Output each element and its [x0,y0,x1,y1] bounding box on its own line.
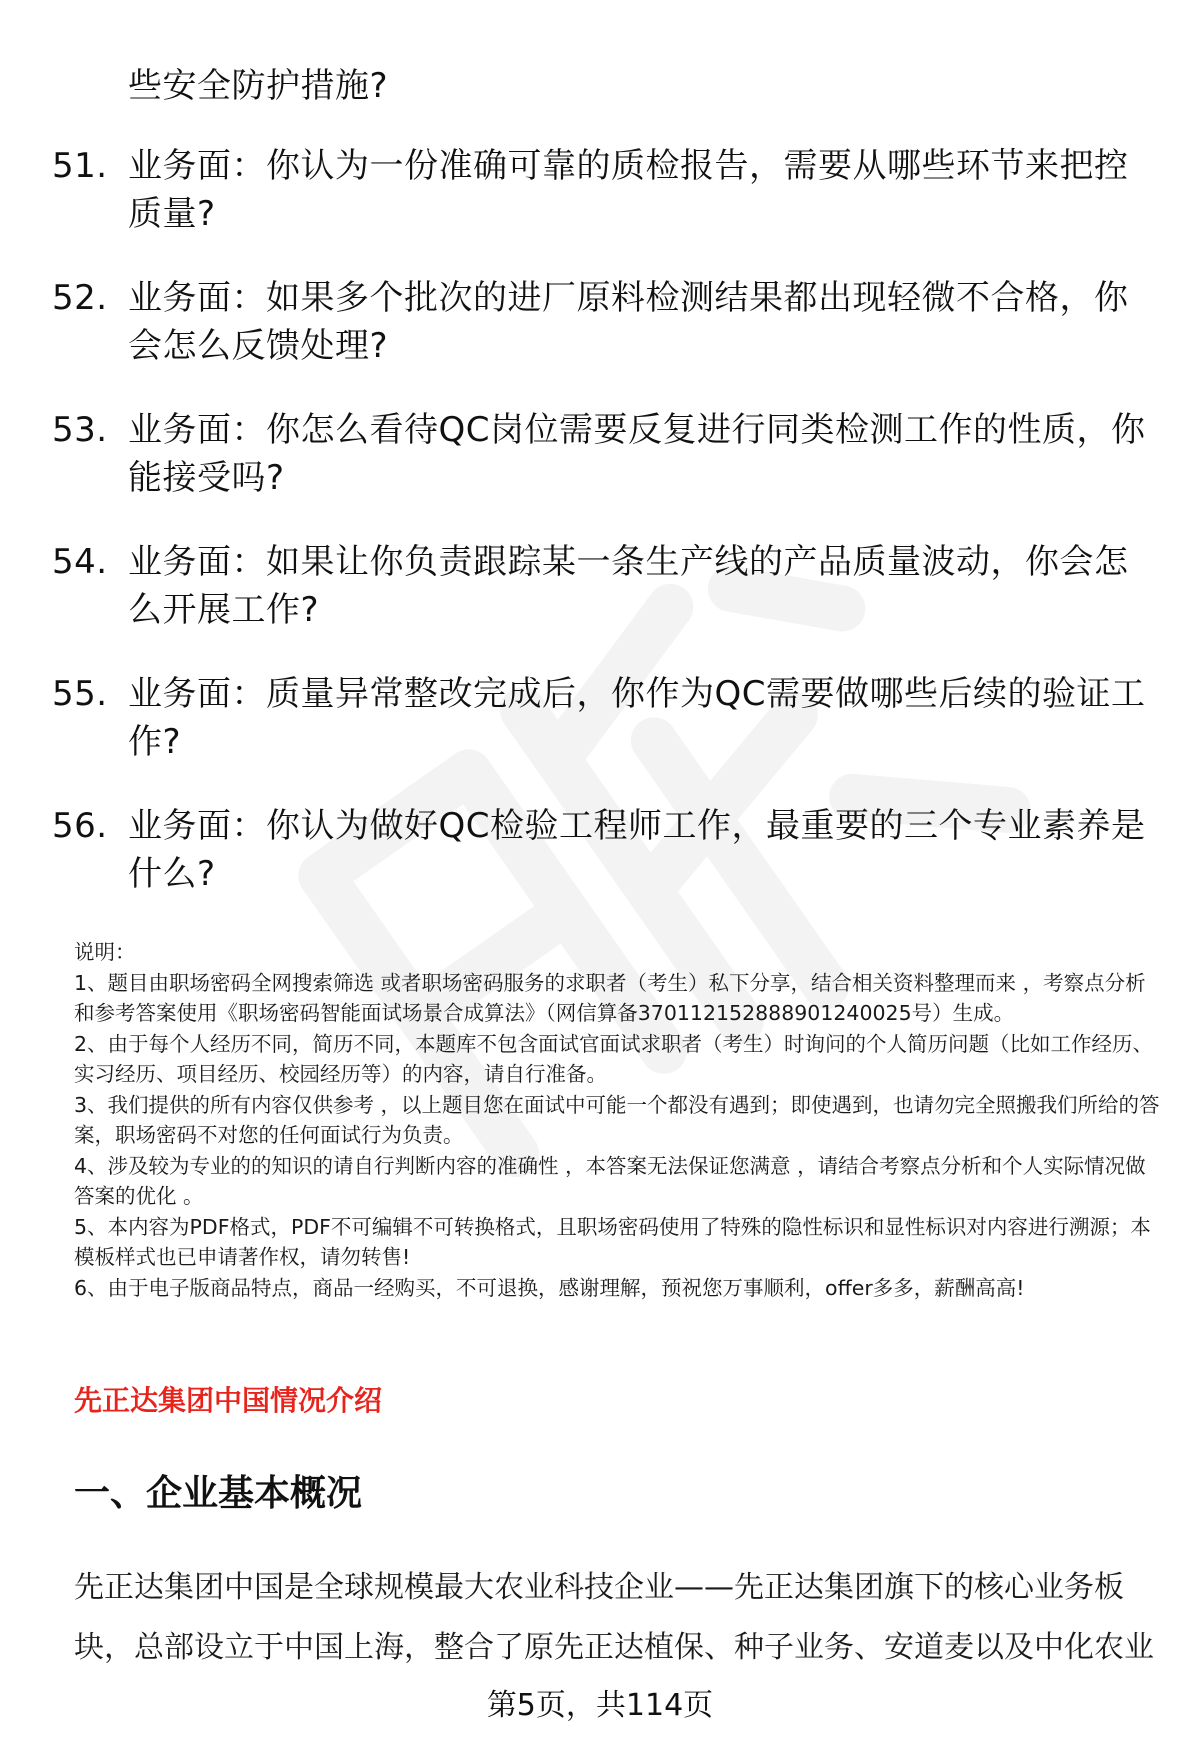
company-title: 先正达集团中国情况介绍 [74,1384,383,1417]
question-item [52,538,1162,634]
notes-heading: 说明： [74,940,136,964]
notes-block [74,937,1164,1303]
note-item: 1、题目由职场密码全网搜索筛选 或者职场密码服务的求职者（考生）私下分享，结合相关资料整理而来 ，考察点分析和参考答案使用《职场密码智能面试场景合成算法》（网信算备370112152888901240025号）生成。 [74,970,1146,1025]
note-item: 2、由于每个人经历不同，简历不同，本题库不包含面试官面试求职者（考生）时询问的个人简历问题（比如工作经历、实习经历、项目经历、校园经历等）的内容，请自行准备。 [74,1031,1154,1086]
question-number: 54. [52,542,108,582]
question-item [52,142,1162,238]
question-number: 56. [52,806,108,846]
question-number: 51. [52,146,108,186]
question-number: 52. [52,278,108,318]
page-number: 第5页，共114页 [486,1688,714,1723]
question-list [52,142,1162,934]
question-text: 业务面：如果让你负责跟踪某一条生产线的产品质量波动，你会怎么开展工作? [128,542,1129,630]
question-item [52,274,1162,370]
body-paragraph: 先正达集团中国是全球规模最大农业科技企业——先正达集团旗下的核心业务板块，总部设立于中国上海，整合了原先正达植保、种子业务、安道麦以及中化农业 [74,1570,1154,1665]
note-item: 4、涉及较为专业的的知识的请自行判断内容的准确性 ，本答案无法保证您满意 ，请结合考察点分析和个人实际情况做答案的优化 。 [74,1153,1146,1208]
question-text: 业务面：你认为一份准确可靠的质检报告，需要从哪些环节来把控质量? [128,146,1129,234]
question-text: 业务面：质量异常整改完成后，你作为QC需要做哪些后续的验证工作? [128,674,1146,762]
section-heading: 一、企业基本概况 [74,1473,363,1514]
question-text: 业务面：如果多个批次的进厂原料检测结果都出现轻微不合格，你会怎么反馈处理? [128,278,1129,366]
question-item [52,406,1162,502]
question-number: 55. [52,674,108,714]
note-item: 6、由于电子版商品特点，商品一经购买，不可退换，感谢理解，预祝您万事顺利，offer多多，薪酬高高! [74,1275,1025,1300]
note-item: 3、我们提供的所有内容仅供参考 ，以上题目您在面试中可能一个都没有遇到；即使遇到，也请勿完全照搬我们所给的答案，职场密码不对您的任何面试行为负责。 [74,1092,1160,1147]
question-number: 53. [52,410,108,450]
question-item [52,670,1162,766]
question-item [52,802,1162,898]
question-text: 业务面：你怎么看待QC岗位需要反复进行同类检测工作的性质，你能接受吗? [128,410,1146,498]
question-text: 业务面：你认为做好QC检验工程师工作，最重要的三个专业素养是什么? [128,806,1146,894]
question-continuation: 些安全防护措施? [128,66,389,106]
note-item: 5、本内容为PDF格式，PDF不可编辑不可转换格式，且职场密码使用了特殊的隐性标识和显性标识对内容进行溯源；本模板样式也已申请著作权，请勿转售! [74,1214,1151,1269]
